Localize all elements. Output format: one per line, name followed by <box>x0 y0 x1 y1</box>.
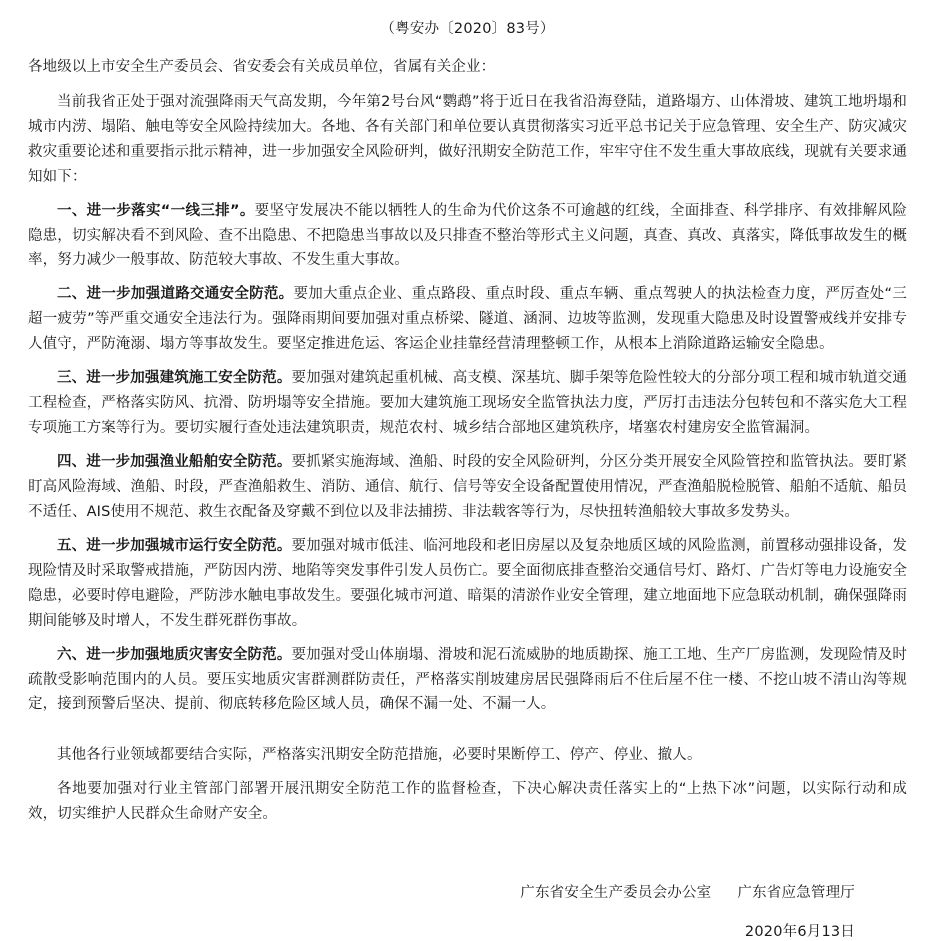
paragraph-section-5 <box>28 534 907 634</box>
paragraph-text: 要抓紧实施海域、渔船、时段的安全风险研判，分区分类开展安全风险管控和监管执法。要盯紧盯高风险海域、渔船、时段，严查渔船救生、消防、通信、航行、信号等安全设备配置使用情况，严查渔船脱检脱管、船舶不适航、船员不适任、AIS使用不规范、救生衣配备及穿戴不到位以及非法捕捞、非法载客等行为，尽快扭转渔船较大事故多发势头。 <box>28 454 907 520</box>
paragraph-section-2 <box>28 282 907 357</box>
paragraph-section-4 <box>28 450 907 525</box>
signature-date: 2020年6月13日 <box>744 924 855 941</box>
paragraph-text: 要加强对建筑起重机械、高支模、深基坑、脚手架等危险性较大的分部分项工程和城市轨道交通工程检查，严格落实防风、抗滑、防坍塌等安全措施。要加大建筑施工现场安全监管执法力度，严厉打击违法分包转包和不落实危大工程专项施工方案等行为。要切实履行查处违法建筑职责，规范农村、城乡结合部地区建筑秩序，堵塞农村建房安全监管漏洞。 <box>28 370 907 437</box>
paragraph-text: 要加强对城市低洼、临河地段和老旧房屋以及复杂地质区域的风险监测，前置移动强排设备，发现险情及时采取警戒措施，严防因内涝、地陷等突发事件引发人员伤亡。要全面彻底排查整治交通信号灯、路灯、广告灯等电力设施安全隐患，必要时停电避险，严防涉水触电事故发生。要强化城市河道、暗渠的清淤作业安全管理，建立地面地下应急联动机制，确保强降雨期间能够及时增人，不发生群死群伤事故。 <box>28 537 907 629</box>
paragraph-text: 要坚守发展决不能以牺牲人的生命为代价这条不可逾越的红线，全面排查、科学排序、有效排解风险隐患，切实解决看不到风险、查不出隐患、不把隐患当事故以及只排查不整治等形式主义问题，真查、真改、真落实，降低事故发生的概率，努力减少一般事故、防范较大事故、不发生重大事故。 <box>28 202 907 269</box>
section-heading: 一、进一步落实“一线三排”。 <box>57 202 255 219</box>
section-heading: 六、进一步加强地质灾害安全防范。 <box>57 646 292 663</box>
signature-department: 广东省应急管理厅 <box>737 885 855 902</box>
document-number: （粤安办〔2020〕83号） <box>380 21 555 37</box>
paragraph-text: 当前我省正处于强对流强降雨天气高发期，今年第2号台风“鹦鹉”将于近日在我省沿海登陆，道路塌方、山体滑坡、建筑工地坍塌和城市内涝、塌陷、触电等安全风险持续加大。各地、各有关部门和单位要认真贯彻落实习近平总书记关于应急管理、安全生产、防灾减灾救灾重要论述和重要指示批示精神，进一步加强安全风险研判，做好汛期安全防范工作，牢牢守住不发生重大事故底线，现就有关要求通知如下： <box>28 93 907 185</box>
signature-block <box>28 881 907 902</box>
paragraph-intro <box>28 90 907 190</box>
document-addressee: 各地级以上市安全生产委员会、省安委会有关成员单位，省属有关企业： <box>28 59 496 76</box>
section-heading: 四、进一步加强渔业船舶安全防范。 <box>57 454 292 471</box>
section-heading: 二、进一步加强道路交通安全防范。 <box>57 286 294 303</box>
signature-office: 广东省安全生产委员会办公室 <box>520 885 712 902</box>
paragraph-text: 要加大重点企业、重点路段、重点时段、重点车辆、重点驾驶人的执法检查力度，严厉查处“三超一疲劳”等严重交通安全违法行为。强降雨期间要加强对重点桥梁、隧道、涵洞、边坡等监测，发现重大隐患及时设置警戒线并安排专人值守，严防淹溺、塌方等事故发生。要坚定推进危运、客运企业挂靠经营清理整顿工作，从根本上消除道路运输安全隐患。 <box>28 286 907 353</box>
section-heading: 三、进一步加强建筑施工安全防范。 <box>57 370 292 387</box>
paragraph-text: 其他各行业领域都要结合实际，严格落实汛期安全防范措施，必要时果断停工、停产、停业、撤人。 <box>57 747 702 764</box>
paragraph-text: 各地要加强对行业主管部门部署开展汛期安全防范工作的监督检查，下决心解决责任落实上的“上热下冰”问题，以实际行动和成效，切实维护人民群众生命财产安全。 <box>28 781 907 823</box>
paragraph-supervision <box>28 777 907 827</box>
paragraph-section-1 <box>28 199 907 274</box>
paragraph-other-industries <box>28 743 907 768</box>
section-heading: 五、进一步加强城市运行安全防范。 <box>57 537 292 554</box>
paragraph-section-6 <box>28 643 907 718</box>
paragraph-text: 要加强对受山体崩塌、滑坡和泥石流威胁的地质勘探、施工工地、生产厂房监测，发现险情及时疏散受影响范围内的人员。要压实地质灾害群测群防责任，严格落实削坡建房居民强降雨后不住后屋不住一楼、不挖山坡不清山沟等规定，接到预警后坚决、提前、彻底转移危险区域人员，确保不漏一处、不漏一人。 <box>28 646 907 713</box>
paragraph-section-3 <box>28 366 907 441</box>
